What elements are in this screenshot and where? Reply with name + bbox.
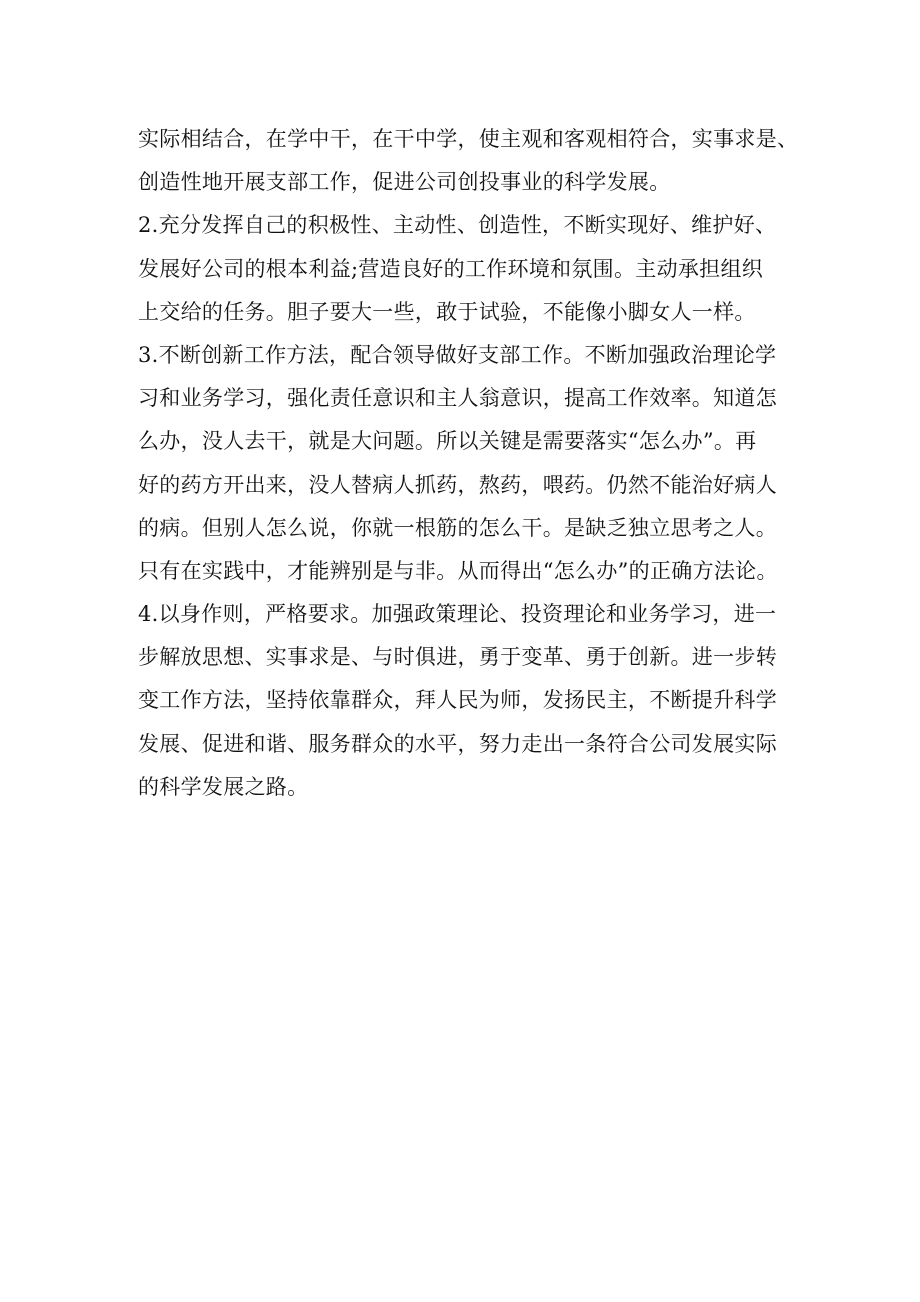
text-line: 么办，没人去干，就是大问题。所以关键是需要落实“怎么办”。再 bbox=[138, 429, 757, 454]
text-line: 创造性地开展支部工作，促进公司创投事业的科学发展。 bbox=[138, 170, 671, 195]
text-line: 习和业务学习，强化责任意识和主人翁意识，提高工作效率。知道怎 bbox=[138, 386, 777, 411]
text-line: 实际相结合，在学中干，在干中学，使主观和客观相符合，实事求是、 bbox=[138, 127, 799, 151]
text-line: 的科学发展之路。 bbox=[138, 774, 309, 799]
text-line: 的病。但别人怎么说，你就一根筋的怎么干。是缺乏独立思考之人。 bbox=[138, 515, 777, 540]
text-line: 变工作方法，坚持依靠群众，拜人民为师，发扬民主，不断提升科学 bbox=[138, 688, 777, 713]
text-line: 3.不断创新工作方法，配合领导做好支部工作。不断加强政治理论学 bbox=[138, 342, 777, 367]
text-line: 好的药方开出来，没人替病人抓药，熬药，喂药。仍然不能治好病人 bbox=[138, 472, 777, 497]
text-line: 发展好公司的根本利益;营造良好的工作环境和氛围。主动承担组织 bbox=[138, 256, 764, 281]
text-line: 发展、促进和谐、服务群众的水平，努力走出一条符合公司发展实际 bbox=[138, 731, 777, 756]
text-line: 步解放思想、实事求是、与时俱进，勇于变革、勇于创新。进一步转 bbox=[138, 645, 777, 670]
body-text bbox=[138, 118, 799, 809]
text-line: 2.充分发挥自己的积极性、主动性、创造性，不断实现好、维护好、 bbox=[138, 213, 777, 238]
text-line: 4.以身作则，严格要求。加强政策理论、投资理论和业务学习，进一 bbox=[138, 602, 777, 627]
text-line: 上交给的任务。胆子要大一些，敢于试验，不能像小脚女人一样。 bbox=[138, 299, 756, 324]
text-line: 只有在实践中，才能辨别是与非。从而得出“怎么办”的正确方法论。 bbox=[138, 558, 778, 583]
